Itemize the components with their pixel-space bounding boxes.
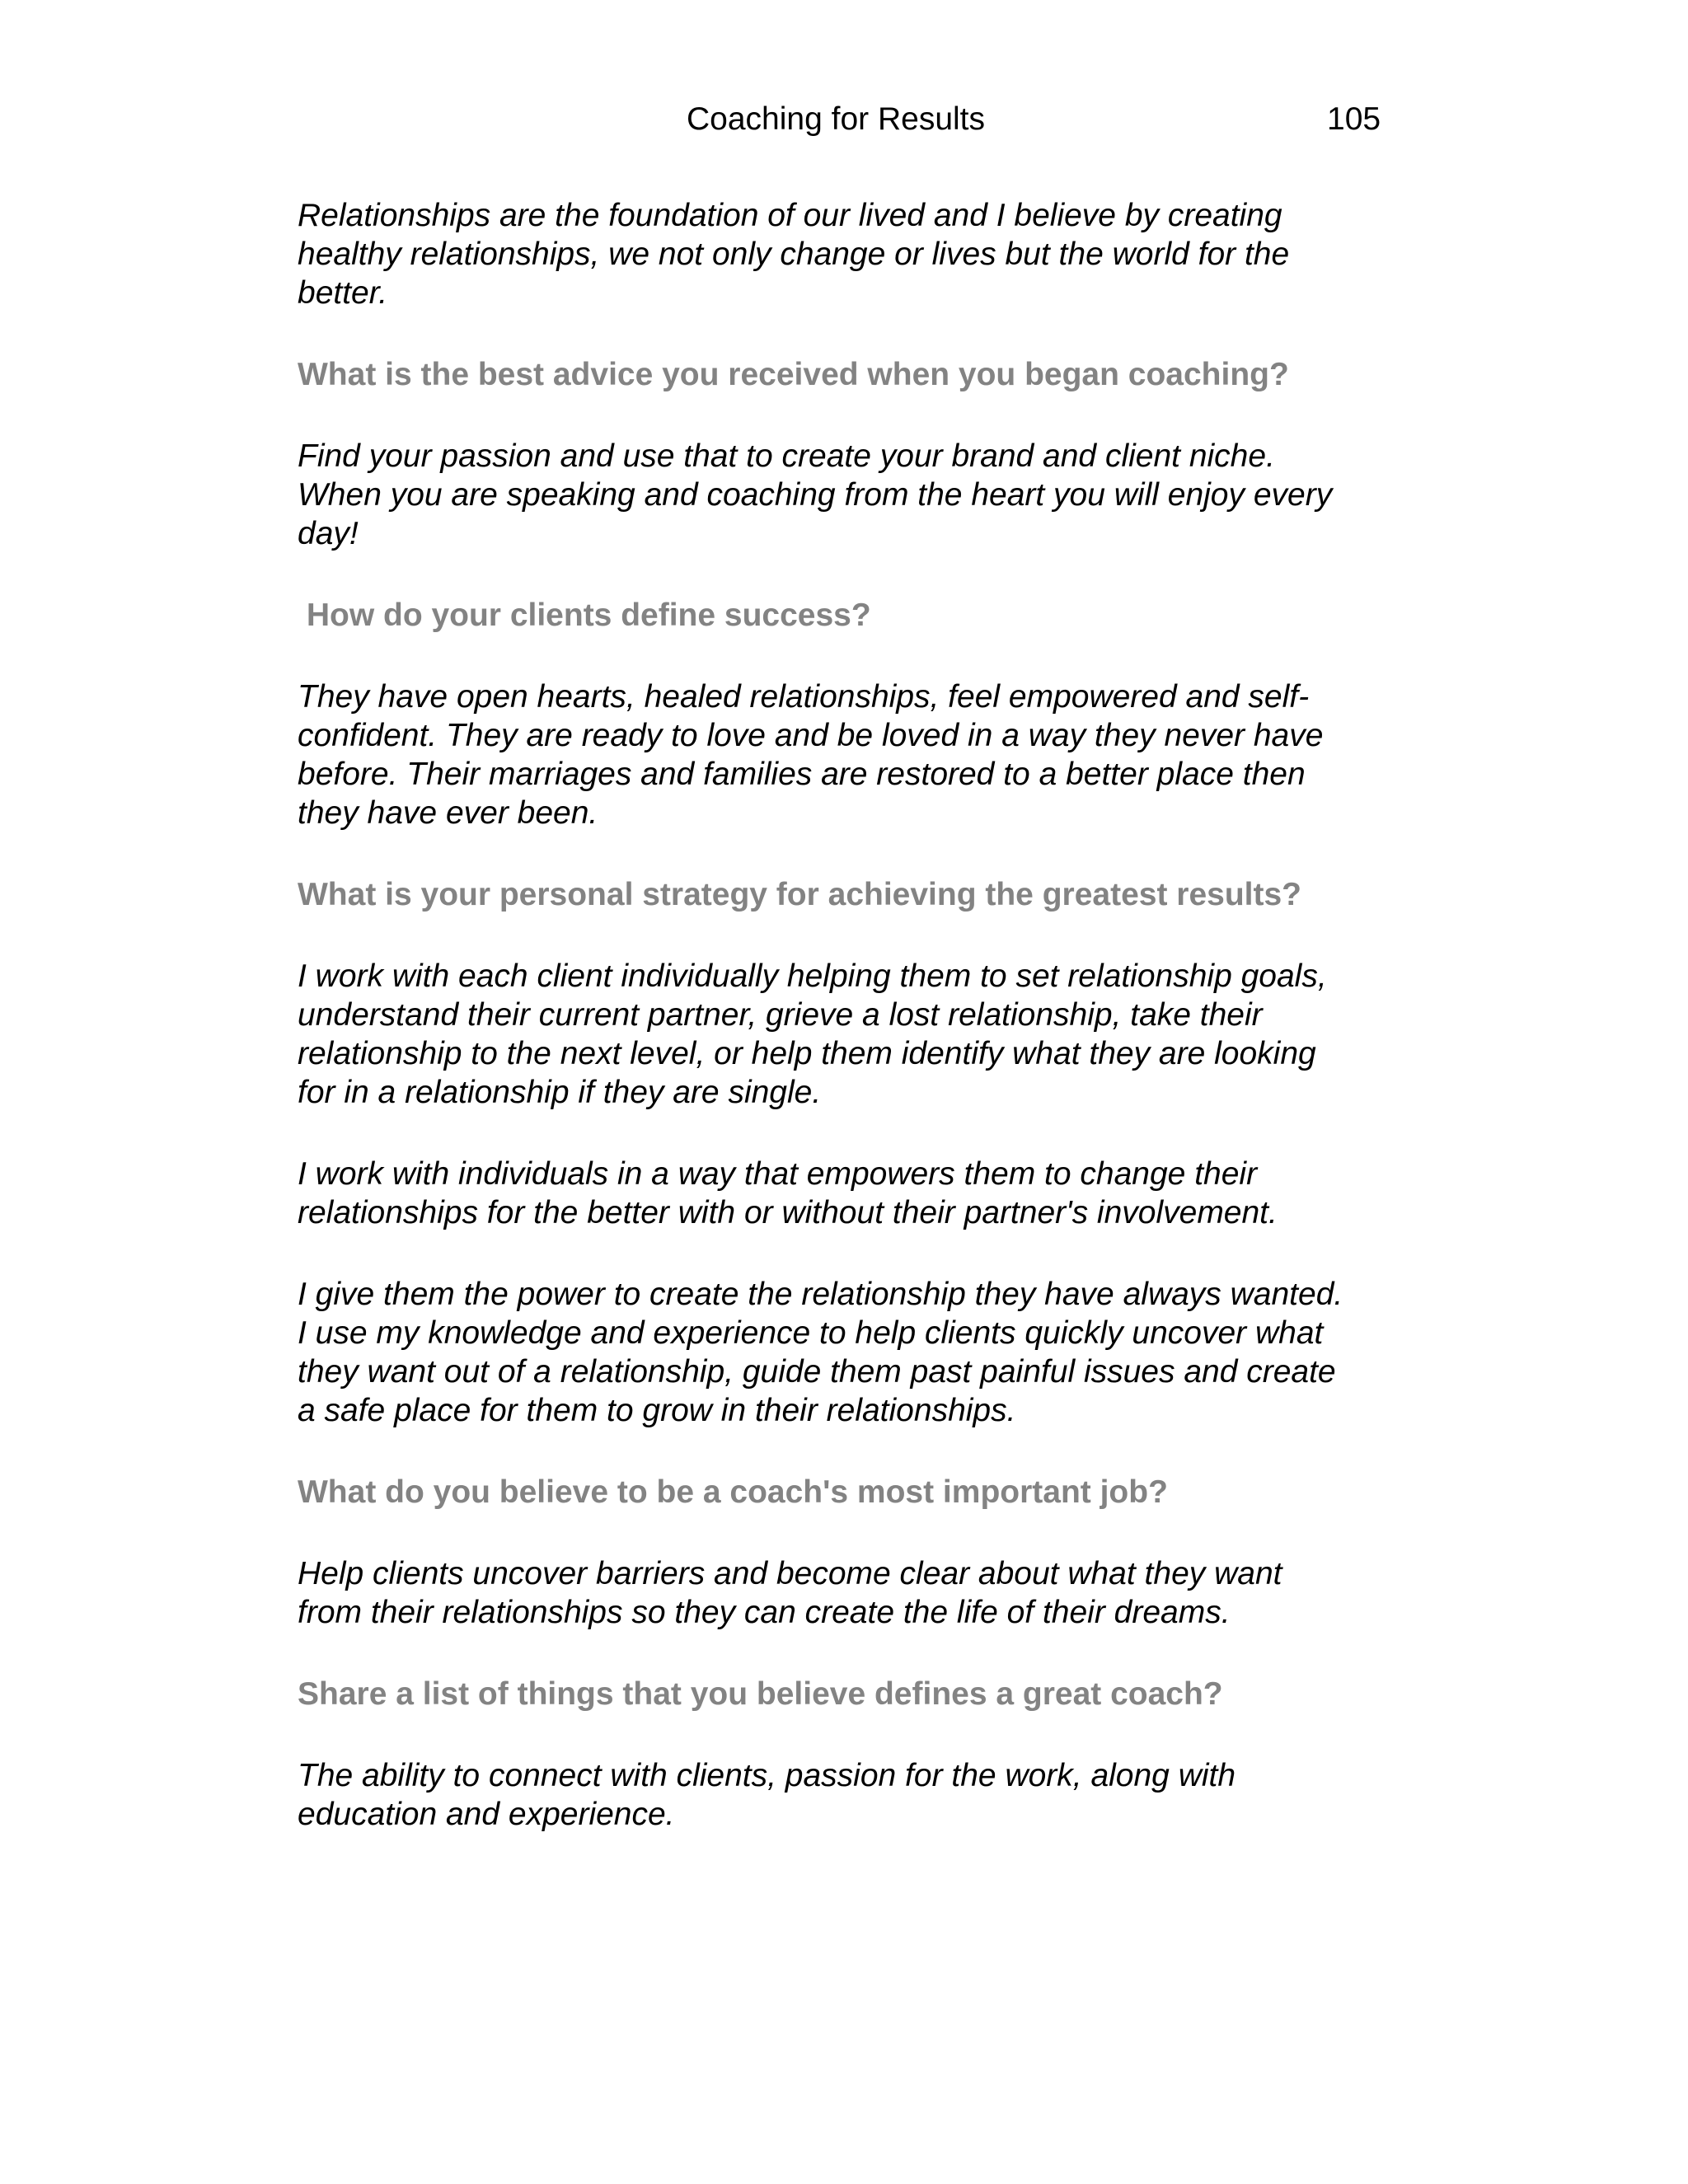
running-title: Coaching for Results	[687, 101, 986, 137]
question-heading: What do you believe to be a coach's most important job?	[298, 1474, 1168, 1510]
running-header	[0, 97, 1688, 142]
question-heading: How do your clients define success?	[298, 598, 871, 633]
answer-paragraph: The ability to connect with clients, passion for the work, along with education and experience.	[298, 1758, 1236, 1832]
answer-paragraph: Help clients uncover barriers and become clear about what they want from their relationships so they can create the life of their dreams.	[298, 1556, 1282, 1630]
body-content	[298, 196, 1394, 1834]
question-heading: What is your personal strategy for achieving the greatest results?	[298, 877, 1301, 912]
answer-paragraph: Find your passion and use that to create your brand and client niche. When you are speaking and coaching from the heart you will enjoy every day!	[298, 438, 1333, 551]
page-number: 105	[1327, 101, 1381, 137]
answer-paragraph: They have open hearts, healed relationships, feel empowered and self- confident. They are ready to love and be loved in a way they never have before. Their marriages and families are restored to a better place then they have ever been.	[298, 679, 1324, 831]
question-heading: What is the best advice you received when you began coaching?	[298, 357, 1289, 392]
answer-paragraph: Relationships are the foundation of our lived and I believe by creating healthy relationships, we not only change or lives but the world for the better.	[298, 198, 1290, 311]
question-heading: Share a list of things that you believe defines a great coach?	[298, 1676, 1223, 1712]
answer-paragraph: I work with each client individually helping them to set relationship goals, understand their current partner, grieve a lost relationship, take their relationship to the next level, or help them identify what they are looking for in a relationship if they are single.	[298, 958, 1327, 1110]
answer-paragraph: I work with individuals in a way that empowers them to change their relationships for the better with or without their partner's involvement.	[298, 1156, 1278, 1230]
answer-paragraph: I give them the power to create the relationship they have always wanted. I use my knowledge and experience to help clients quickly uncover what they want out of a relationship, guide them past painful issues and create a safe place for them to grow in their relationships.	[298, 1277, 1343, 1428]
